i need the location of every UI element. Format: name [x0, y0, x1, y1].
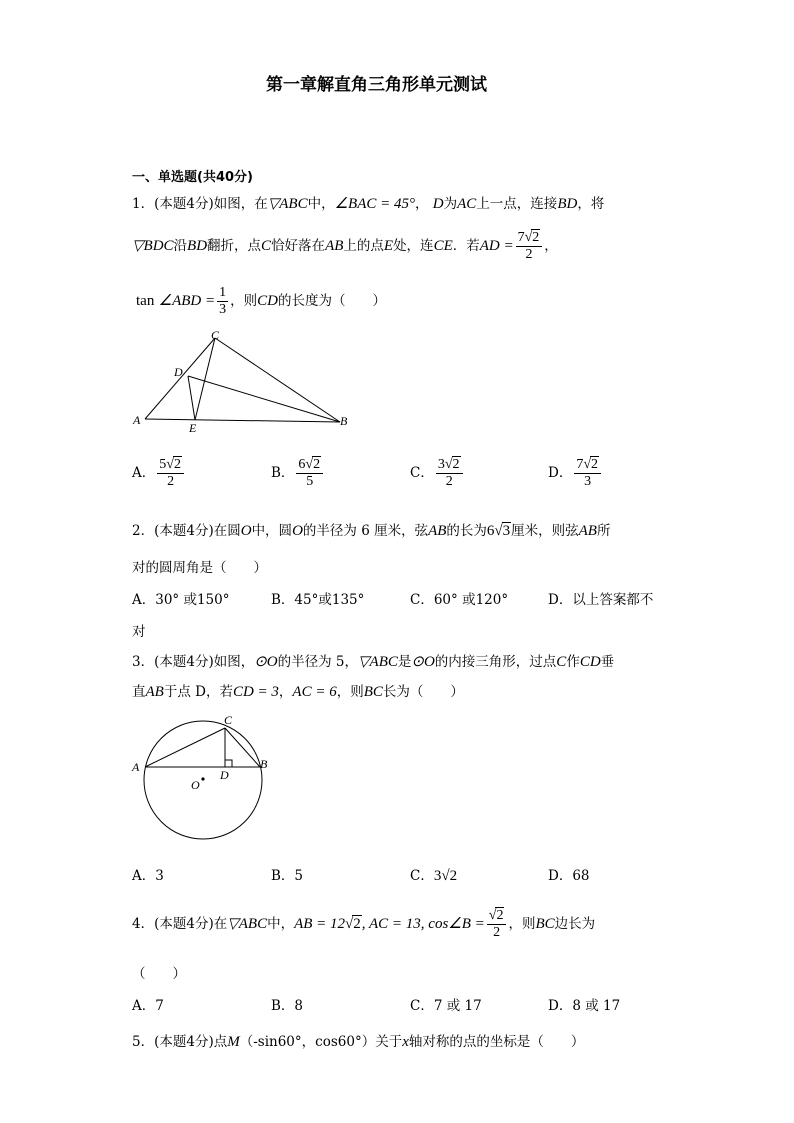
- q1-text: ，则: [230, 293, 258, 310]
- label-b: B: [260, 757, 268, 771]
- option-label: C．: [410, 998, 434, 1014]
- frac-coef: 7: [517, 230, 525, 245]
- q3-text: 是: [397, 654, 412, 670]
- frac-radicand: 2: [452, 457, 460, 472]
- frac-coef: 7: [576, 457, 584, 472]
- option-label: D．: [548, 465, 573, 482]
- q4-option-c[interactable]: [410, 994, 482, 1014]
- q1-line2: [132, 230, 558, 263]
- frac-coef: 5: [159, 457, 167, 472]
- q1-text: 上一点，连接: [476, 196, 558, 212]
- q4-number: 4．: [132, 916, 155, 933]
- q1-option-a[interactable]: [132, 457, 186, 490]
- q1-text: 恰好落在: [271, 238, 326, 255]
- math-bc: BC: [535, 916, 555, 933]
- q3-line2: [132, 680, 464, 701]
- math-tri-abc: ▽ABC: [227, 916, 268, 933]
- option-text: 7 或 17: [433, 998, 482, 1014]
- frac-num: 1: [217, 285, 228, 302]
- math-tan: tan: [136, 293, 155, 310]
- label-b: B: [340, 414, 348, 428]
- q4-text: 中，: [267, 916, 295, 933]
- q1-text: 翻折，点: [207, 238, 262, 255]
- q2-text: 中，圆: [251, 523, 293, 539]
- q2-text: 的长为: [446, 523, 487, 539]
- math-ac: AC: [457, 196, 477, 212]
- math-q4-ac: , AC = 13, cos∠B =: [361, 916, 485, 933]
- label-a: A: [132, 760, 140, 774]
- q3-circle-figure: [128, 710, 278, 840]
- option-label: B．: [271, 998, 295, 1014]
- math-cd: CD: [257, 293, 278, 310]
- label-d: D: [220, 768, 229, 782]
- option-text: 8 或 17: [572, 998, 621, 1014]
- option-text: 45°或135°: [294, 592, 365, 608]
- option-label: D．: [548, 998, 573, 1014]
- q1-triangle-figure: [128, 326, 358, 436]
- q4-line2: （ ）: [132, 966, 186, 982]
- option-text: 5: [294, 868, 304, 884]
- q3-prefix: (本题4分): [154, 654, 214, 670]
- fraction-tan: [217, 285, 228, 318]
- math-chord-rad: 3: [502, 523, 511, 539]
- math-c: C: [261, 238, 272, 255]
- math-x: x: [402, 1034, 409, 1050]
- q3-text: 于点 D，若: [163, 684, 233, 700]
- frac-den: 2: [525, 247, 533, 263]
- q4-text: ，则: [508, 916, 536, 933]
- frac-radicand: 2: [532, 230, 540, 245]
- frac-coef: 3: [437, 457, 445, 472]
- math-c: C: [556, 654, 567, 670]
- label-c: C: [211, 328, 220, 342]
- math-q4-ab: AB = 12: [294, 916, 346, 933]
- option-text: 60° 或120°: [433, 592, 509, 608]
- q3-text: 垂: [600, 654, 615, 670]
- q1-text: 处，连: [393, 238, 434, 255]
- math-tri-abc: ▽ABC: [358, 654, 398, 670]
- q2-text: 厘米，则弦: [511, 523, 579, 539]
- math-ac-eq: AC = 6: [292, 684, 337, 700]
- q3-text: 的内接三角形，过点: [434, 654, 557, 670]
- q2-text: 在圆: [213, 523, 241, 539]
- label-a: A: [133, 413, 141, 427]
- q1-line1: [132, 192, 604, 213]
- q4-option-b[interactable]: [271, 994, 303, 1014]
- q2-line1: 2．(本题4分)在圆O中，圆O的半径为 6 厘米，弦AB的长为6√3厘米，则弦AB所: [132, 523, 611, 539]
- q1-prefix: (本题4分): [154, 196, 214, 212]
- q2-option-d-wrap: 对: [132, 624, 146, 640]
- math-angle-abd: ∠ABD =: [158, 293, 216, 310]
- math-cd-eq: CD = 3: [232, 684, 279, 700]
- math-bc: BC: [363, 684, 383, 700]
- math-m: M: [227, 1034, 240, 1050]
- frac-den: 3: [584, 474, 592, 490]
- option-label: C．: [410, 592, 434, 608]
- fraction-cosb: $\frac{√2}{2}$: [487, 908, 507, 941]
- q1-option-c[interactable]: [410, 457, 465, 490]
- frac-den: 3: [219, 302, 227, 318]
- q4-text: 边长为: [554, 916, 596, 933]
- option-label: B．: [271, 592, 295, 608]
- q3-text: ，则: [336, 684, 364, 700]
- math-circle-o: ⊙O: [254, 654, 278, 670]
- q2-option-b[interactable]: [271, 588, 364, 608]
- option-text: 3: [155, 868, 164, 884]
- option-text: 以上答案都不: [572, 592, 654, 608]
- q1-text: ，: [544, 238, 558, 255]
- q1-text: ．若: [452, 238, 480, 255]
- q3-text: 直: [132, 684, 146, 700]
- q1-option-d[interactable]: [548, 457, 603, 490]
- q3-text: 如图，: [213, 654, 255, 670]
- q1-text: ，将: [577, 196, 605, 212]
- math-ab: AB: [325, 238, 344, 255]
- math-d: D: [432, 196, 444, 212]
- q5-text: 点: [213, 1034, 228, 1050]
- option-label: A．: [132, 465, 156, 482]
- option-fraction: $\frac{3√2}{2}$: [436, 457, 463, 490]
- label-d: D: [174, 365, 183, 379]
- q4-text: 在: [213, 916, 228, 933]
- q3-option-d[interactable]: [548, 864, 590, 884]
- math-bd: BD: [187, 238, 208, 255]
- q5-text: 轴对称的点的坐标是（ ）: [408, 1034, 585, 1050]
- math-o: O: [292, 523, 303, 539]
- q5-text: （-sin60°，cos60°）关于: [239, 1034, 403, 1050]
- q1-number: 1．: [132, 196, 155, 212]
- q1-text: 中，: [307, 196, 335, 212]
- option-text: 3√2: [433, 868, 458, 884]
- q2-text: 所: [596, 523, 611, 539]
- math-q4-ab-rad: 2: [353, 916, 361, 933]
- frac-radicand: 2: [591, 457, 599, 472]
- math-e: E: [383, 238, 394, 255]
- math-ce: CE: [433, 238, 453, 255]
- page-title: 第一章解直角三角形单元测试: [266, 75, 487, 95]
- q2-option-a[interactable]: [132, 588, 230, 608]
- q5-number: 5．: [132, 1034, 155, 1050]
- q5-line1: [132, 1030, 584, 1051]
- frac-radicand: 2: [173, 457, 181, 472]
- q3-option-a[interactable]: [132, 864, 164, 884]
- label-e: E: [189, 421, 197, 435]
- q5-prefix: (本题4分): [154, 1034, 214, 1050]
- frac-radicand: 2: [496, 908, 504, 923]
- option-fraction: $\frac{5√2}{2}$: [157, 457, 184, 490]
- option-text: 8: [294, 998, 304, 1014]
- math-o: O: [240, 523, 252, 539]
- frac-radicand: 2: [313, 457, 321, 472]
- math-bd: BD: [557, 196, 578, 212]
- q1-line3: [136, 285, 386, 318]
- option-text: 7: [155, 998, 164, 1014]
- option-label: B．: [271, 465, 295, 482]
- option-label: A．: [132, 592, 156, 608]
- fraction-ad: $\frac{7√2}{2}$: [516, 230, 543, 263]
- math-circle-o: ⊙O: [411, 654, 435, 670]
- q1-text: 为: [443, 196, 458, 212]
- q1-text: 沿: [173, 238, 188, 255]
- option-label: B．: [271, 868, 295, 884]
- frac-den: 2: [167, 474, 175, 490]
- q2-number: 2．: [132, 523, 155, 539]
- q2-option-c[interactable]: [410, 588, 508, 608]
- frac-den: 5: [306, 474, 314, 490]
- q4-line1: 4．(本题4分)在▽ABC中，AB = 12√2, AC = 13, cos∠B = $\frac{√2}{2}$ ，则BC边长为: [132, 908, 596, 941]
- q3-option-b[interactable]: [271, 864, 303, 884]
- option-label: C．: [410, 465, 434, 482]
- option-label: D．: [548, 868, 573, 884]
- label-c: C: [224, 713, 233, 727]
- option-text: 68: [572, 868, 590, 884]
- section-header: 一、单选题(共40分): [132, 170, 253, 185]
- q3-number: 3．: [132, 654, 155, 670]
- frac-den: 2: [493, 925, 501, 941]
- q3-option-c[interactable]: [410, 864, 457, 885]
- option-fraction: $\frac{6√2}{5}$: [296, 457, 323, 490]
- q2-prefix: (本题4分): [154, 523, 214, 539]
- q2-line2: 对的圆周角是（ ）: [132, 560, 267, 576]
- option-label: D．: [548, 592, 573, 608]
- option-label: C．: [410, 868, 434, 884]
- q1-option-b[interactable]: [271, 457, 325, 490]
- option-text: 30° 或150°: [155, 592, 230, 608]
- math-ab: AB: [428, 523, 447, 539]
- math-tri-bdc: ▽BDC: [132, 238, 174, 255]
- option-label: A．: [132, 998, 156, 1014]
- q3-text: ，: [278, 684, 293, 700]
- q2-option-d[interactable]: [548, 588, 653, 608]
- math-tri-abc: ▽ABC: [267, 196, 308, 212]
- option-fraction: $\frac{7√2}{3}$: [574, 457, 601, 490]
- q1-text: ，: [415, 196, 429, 212]
- q2-text: 的半径为 6 厘米，弦: [302, 523, 429, 539]
- q4-prefix: (本题4分): [154, 916, 214, 933]
- math-angle-bac: ∠BAC = 45°: [334, 196, 415, 212]
- q4-option-d[interactable]: [548, 994, 620, 1014]
- q3-text: 作: [566, 654, 580, 670]
- frac-den: 2: [445, 474, 453, 490]
- label-o: O: [191, 778, 200, 792]
- math-chord-coef: 6: [486, 523, 495, 539]
- q1-text: 如图，在: [213, 196, 268, 212]
- q3-text: 的半径为 5，: [277, 654, 359, 670]
- math-cd: CD: [579, 654, 601, 670]
- q1-text: 的长度为（ ）: [277, 293, 386, 310]
- q4-option-a[interactable]: [132, 994, 164, 1014]
- math-ab: AB: [145, 684, 164, 700]
- math-ab: AB: [578, 523, 597, 539]
- q3-text: 长为（ ）: [382, 684, 464, 700]
- option-label: A．: [132, 868, 156, 884]
- math-ad-eq: AD =: [479, 238, 514, 255]
- q1-text: 上的点: [343, 238, 384, 255]
- q3-line1: [132, 650, 614, 671]
- frac-coef: 6: [298, 457, 306, 472]
